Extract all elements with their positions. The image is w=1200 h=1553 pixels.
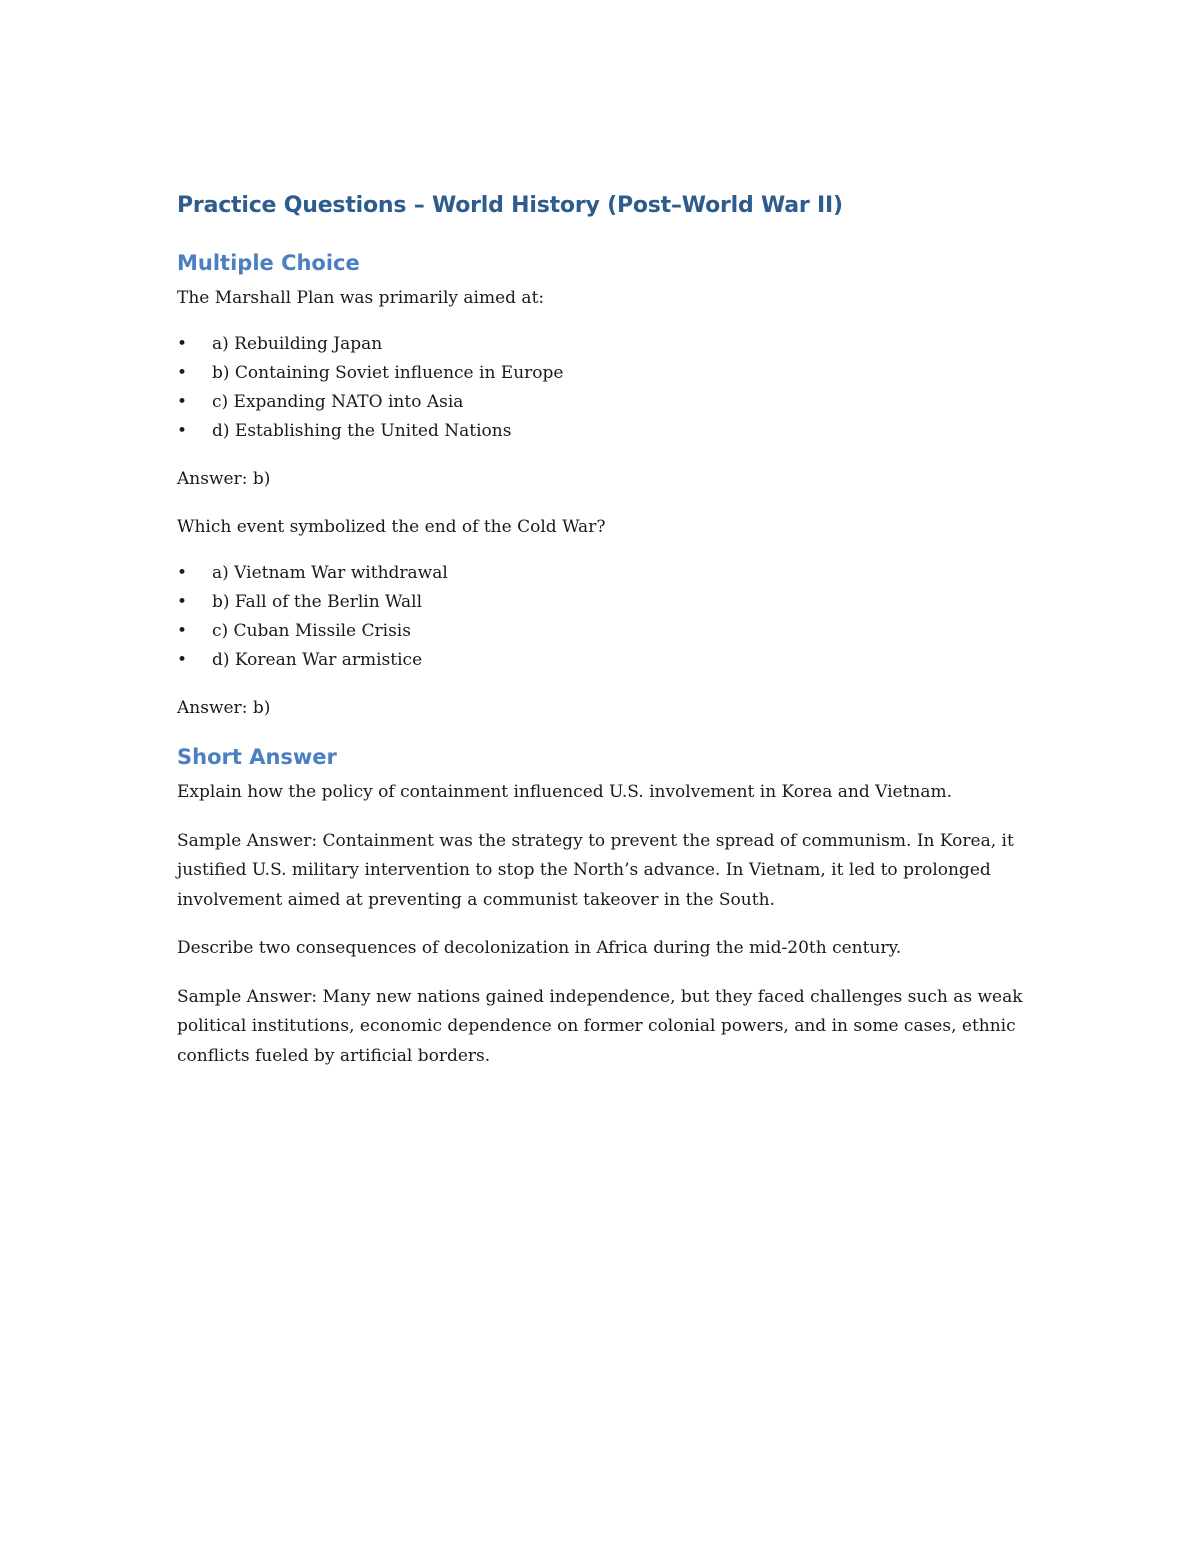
document-page xyxy=(177,190,1037,1090)
mc-options-1 xyxy=(177,330,1037,446)
bullet-icon: • xyxy=(177,620,188,641)
short-answer-heading: Short Answer xyxy=(177,745,337,769)
bullet-icon: • xyxy=(177,391,188,412)
bullet-icon: • xyxy=(177,420,188,441)
sa-prompt-1: Explain how the policy of containment influenced U.S. involvement in Korea and Vietnam. xyxy=(177,782,953,802)
multiple-choice-heading: Multiple Choice xyxy=(177,251,360,275)
bullet-icon: • xyxy=(177,333,188,354)
mc-option: • d) Establishing the United Nations xyxy=(177,417,1037,446)
mc-question-2: Which event symbolized the end of the Cold War? xyxy=(177,517,606,537)
mc-option: • b) Fall of the Berlin Wall xyxy=(177,588,1037,617)
bullet-icon: • xyxy=(177,591,188,612)
sa-prompt-2: Describe two consequences of decolonization in Africa during the mid-20th century. xyxy=(177,938,902,958)
mc-option: • d) Korean War armistice xyxy=(177,646,1037,675)
mc-options-2 xyxy=(177,559,1037,675)
bullet-icon: • xyxy=(177,362,188,383)
bullet-icon: • xyxy=(177,562,188,583)
sa-sample-answer-1: Sample Answer: Containment was the strategy to prevent the spread of communism. In Korea, it justified U.S. military intervention to stop the North’s advance. In Vietnam, it led to prolonged involvement aimed at preventing a communist takeover in the South. xyxy=(177,830,1014,910)
sa-sample-answer-2: Sample Answer: Many new nations gained independence, but they faced challenges such as weak political institutions, economic dependence on former colonial powers, and in some cases, ethnic conflicts fueled by artificial borders. xyxy=(177,986,1023,1066)
bullet-icon: • xyxy=(177,649,188,670)
mc-question-1: The Marshall Plan was primarily aimed at: xyxy=(177,288,545,308)
mc-option: • a) Vietnam War withdrawal xyxy=(177,559,1037,588)
mc-option: • c) Cuban Missile Crisis xyxy=(177,617,1037,646)
mc-option: • a) Rebuilding Japan xyxy=(177,330,1037,359)
mc-answer-1: Answer: b) xyxy=(177,468,271,489)
mc-option: • c) Expanding NATO into Asia xyxy=(177,388,1037,417)
mc-option: • b) Containing Soviet influence in Europe xyxy=(177,359,1037,388)
document-title: Practice Questions – World History (Post–World War II) xyxy=(177,193,843,218)
mc-answer-2: Answer: b) xyxy=(177,697,271,718)
